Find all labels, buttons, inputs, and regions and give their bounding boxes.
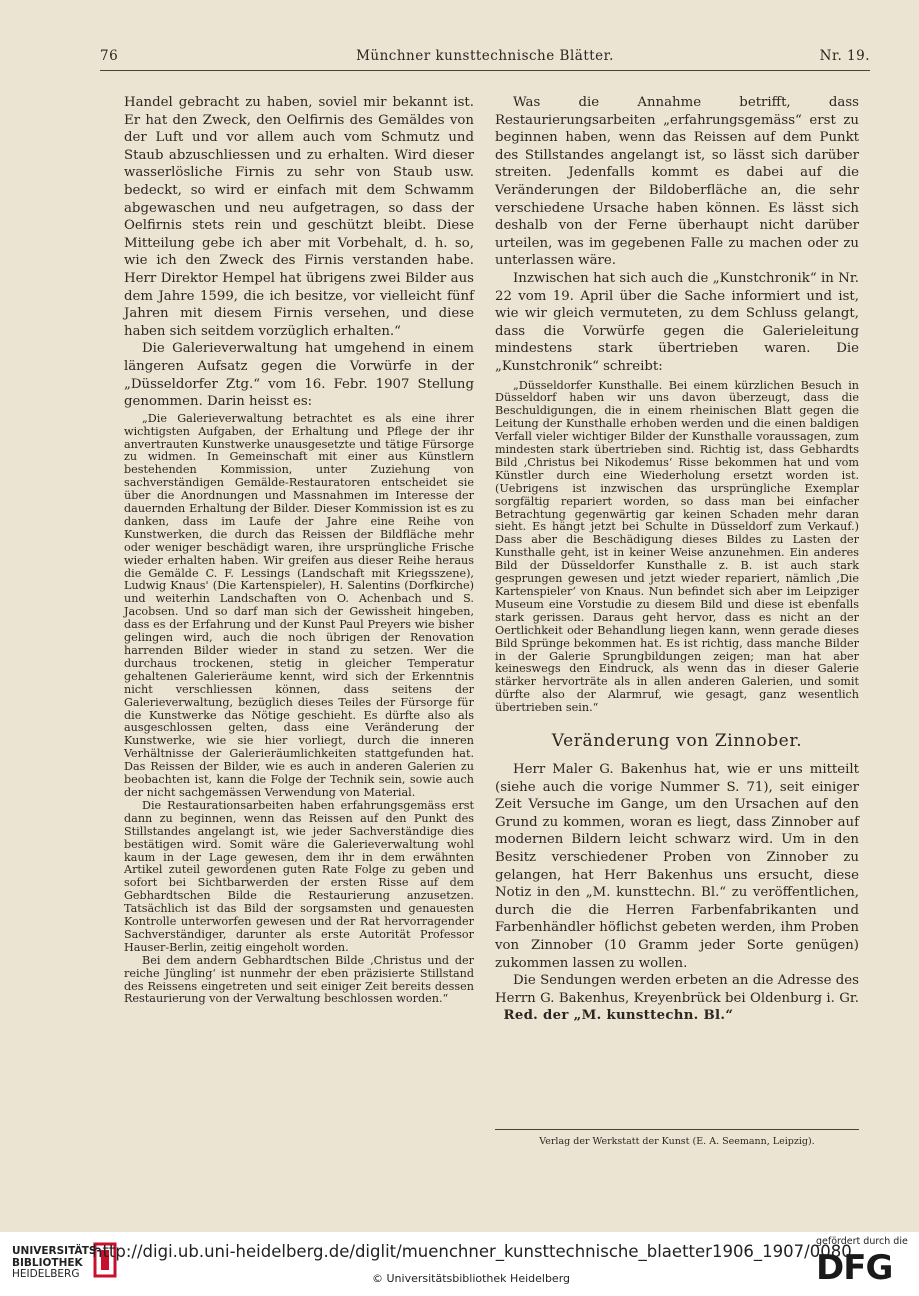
gallery-statement-quote-3: Bei dem andern Gebhardtschen Bilde ‚Christus und der reiche Jüngling‘ ist nunmehr der eben präzisierte Stillstand des Reissens eingetreten und seit einiger Zeit bereits dessen Restaurierung von der Verwaltung beschlossen worden.“ bbox=[124, 953, 474, 1006]
kunstchronik-quote: „Düsseldorfer Kunsthalle. Bei einem kürzlichen Besuch in Düsseldorf haben wir uns davon überzeugt, dass die Beschuldigungen, die in einem rheinischen Blatt gegen die Leitung der Kunsthalle erhoben werden und die einen baldigen Verfall vieler wichtiger Bilder der Kunsthalle voraussagen, zum mindesten stark übertrieben sind. Richtig ist, dass Gebhardts Bild ‚Christus bei Nikodemus‘ Risse bekommen hat und vom Künstler durch eine Wiederholung ersetzt worden ist. (Uebrigens ist inzwischen das ursprüngliche Exemplar sorgfältig repariert worden, so dass man bei einfacher Betrachtung gegenwärtig gar keinen Schaden mehr daran sieht. Es hängt jetzt bei Schulte in Düsseldorf zum Verkauf.) Dass aber die Beschädigung dieses Bildes zu Lasten der Kunsthalle geht, ist in keiner Weise anzunehmen. Ein anderes Bild der Düsseldorfer Kunsthalle z. B. ist auch stark gesprungen gewesen und jetzt wieder repariert, nämlich ‚Die Kartenspieler‘ von Knaus. Nun befindet sich aber im Leipziger Museum eine Vorstudie zu diesem Bild und diese ist ebenfalls stark gerissen. Daraus geht hervor, dass es nicht an der Oertlichkeit oder Behandlung liegen kann, wenn gerade dieses Bild Sprünge bekommen hat. Es ist richtig, dass manche Bilder in der Galerie Sprungbildungen zeigen; man hat aber keineswegs den Eindruck, als wenn das in dieser Galerie stärker hervorträte als in allen anderen Galerien, und somit dürfte also der Alarmruf, wie gesagt, ganz wesentlich übertrieben sein.“ bbox=[495, 378, 859, 715]
header-rule bbox=[100, 70, 870, 71]
right-paragraph-2: Inzwischen hat sich auch die „Kunstchronik“ in Nr. 22 vom 19. April über die Sache informiert und ist, wie wir gleich vermuteten, zu dem Schluss gelangt, dass die Vorwürfe gegen die Galerieleitung mindestens stark übertrieben waren. Die „Kunstchronik“ schreibt: bbox=[495, 270, 859, 374]
gallery-statement-quote-2: Die Restaurationsarbeiten haben erfahrungsgemäss erst dann zu beginnen, wenn das Reissen auf den Punkt des Stillstandes angelangt ist, wie jeder Sachverständige dies bestätigen wird. Somit wäre die Galerieverwaltung wohl kaum in der Lage gewesen, dem ihr in dem erwähnten Artikel zuteil gewordenen guten Rate Folge zu geben und sofort bei Sichtbarwerden der ersten Risse auf dem Gebhardtschen Bilde die Restaurierung anzusetzen. Tatsächlich ist das Bild der sorgsamsten und genauesten Kontrolle unterworfen gewesen und der Rat hervorragender Sachverständiger, darunter als erste Autorität Professor Hauser-Berlin, zeitig eingeholt worden. bbox=[124, 798, 474, 954]
running-head bbox=[100, 48, 870, 70]
page-number: 76 bbox=[100, 48, 119, 64]
library-name-line-1: UNIVERSITÄTS- bbox=[12, 1245, 101, 1257]
left-column bbox=[124, 94, 474, 1006]
issue-number: Nr. 19. bbox=[819, 48, 870, 64]
right-column bbox=[495, 94, 859, 1025]
publisher-line: Verlag der Werkstatt der Kunst (E. A. Seemann, Leipzig). bbox=[539, 1136, 815, 1147]
gallery-statement-quote-1: „Die Galerieverwaltung betrachtet es als eine ihrer wichtigsten Aufgaben, der Erhaltung und Pflege der ihr anvertrauten Kunstwerke unausgesetzte und tätige Fürsorge zu widmen. In Gemeinschaft mit einer aus Künstlern bestehenden Kommission, unter Zuziehung von sachverständigen Gemälde-Restauratoren entscheidet sie über die Anordnungen und Massnahmen im Interesse der dauernden Erhaltung der Bilder. Dieser Kommission ist es zu danken, dass im Laufe der Jahre eine Reihe von Kunstwerken, die durch das Reissen der Bildfläche mehr oder weniger beschädigt waren, ihre ursprüngliche Frische wieder erhalten haben. Wir greifen aus dieser Reihe heraus die Gemälde C. F. Lessings (Landschaft mit Kriegsszene), Ludwig Knaus' (Die Kartenspieler), H. Salentins (Dorfkirche) und weiterhin Landschaften von O. Achenbach und S. Jacobsen. Und so darf man sich der Gewissheit hingeben, dass es der Erfahrung und der Kunst Paul Preyers wie bisher gelingen wird, auch die noch übrigen der Renovation harrenden Bilder wieder in stand zu setzen. Wer die durchaus trockenen, stetig in gleicher Temperatur gehaltenen Galerieräume kennt, wird sich der Erkenntnis nicht verschliessen können, dass seitens der Galerieverwaltung, bezüglich dieses Teiles der Fürsorge für die Kunstwerke das Nötige geschieht. Es dürfte also als ausgeschlossen gelten, dass eine Veränderung der Kunstwerke, wie sie hier vorliegt, durch die inneren Verhältnisse der Galerieräumlichkeiten stattgefunden hat. Das Reissen der Bilder, wie es auch in anderen Galerien zu beobachten ist, kann die Folge der Technik sein, sowie auch der nicht sachgemässen Verwendung von Material. bbox=[124, 411, 474, 799]
funded-by-label: gefördert durch die bbox=[816, 1236, 908, 1247]
library-name bbox=[12, 1246, 101, 1281]
right-paragraph-1: Was die Annahme betrifft, dass Restaurierungsarbeiten „erfahrungsgemäss“ erst zu beginnen haben, wenn das Reissen auf dem Punkt des Stillstandes angelangt ist, so lässt sich darüber streiten. Jedenfalls kommt es dabei auf die Veränderungen der Bildoberfläche an, die sehr verschiedene Ursache haben können. Es lässt sich deshalb von der Ferne überhaupt nicht darüber urteilen, was im gegebenen Falle zu machen oder zu unterlassen wäre. bbox=[495, 95, 859, 269]
section-heading: Veränderung von Zinnober. bbox=[551, 731, 803, 752]
address-text: Die Sendungen werden erbeten an die Adresse des Herrn G. Bakenhus, Kreyenbrück bei Oldenburg i. Gr. bbox=[495, 973, 859, 1006]
right-paragraph-3: Herr Maler G. Bakenhus hat, wie er uns mitteilt (siehe auch die vorige Nummer S. 71), seit einiger Zeit Versuche im Gange, um den Ursachen auf den Grund zu kommen, woran es liegt, dass Zinnober auf modernen Bildern leicht schwarz wird. Um in den Besitz verschiedener Proben von Zinnober zu gelangen, hat Herr Bakenhus uns ersucht, diese Notiz in den „M. kunsttechn. Bl.“ zu veröffentlichen, durch die die Herren Farbenfabrikanten und Farbenhändler höflichst gebeten werden, ihm Proben von Zinnober (10 Gramm jeder Sorte genügen) zukommen lassen zu wollen. bbox=[495, 762, 859, 971]
left-paragraph-2: Die Galerieverwaltung hat umgehend in einem längeren Aufsatz gegen die Vorwürfe in der „Düsseldorfer Ztg.“ vom 16. Febr. 1907 Stellung genommen. Darin heisst es: bbox=[124, 341, 474, 410]
footer-bar bbox=[0, 1232, 919, 1296]
dfg-logo: DFG bbox=[816, 1248, 893, 1288]
left-paragraph-1: Handel gebracht zu haben, soviel mir bekannt ist. Er hat den Zweck, den Oelfirnis des Gemäldes von der Luft und vor allem auch vom Schmutz und Staub abzuschliessen und zu erhalten. Wird dieser wasserlösliche Firnis zu sehr von Staub usw. bedeckt, so wird er einfach mit dem Schwamm abgewaschen und neu aufgetragen, so dass der Oelfirnis stets rein und geschützt bleibt. Diese Mitteilung gebe ich aber mit Vorbehalt, d. h. so, wie ich den Zweck des Firnis verstanden habe. Herr Direktor Hempel hat übrigens zwei Bilder aus dem Jahre 1599, die ich besitze, vor vielleicht fünf Jahren mit diesem Firnis versehen, und diese haben sich seitdem vorzüglich erhalten.“ bbox=[124, 95, 474, 339]
journal-title: Münchner kunsttechnische Blätter. bbox=[356, 48, 614, 64]
editor-signature: Red. der „M. kunsttechn. Bl.“ bbox=[503, 1008, 734, 1024]
library-name-line-2: BIBLIOTHEK bbox=[12, 1256, 83, 1269]
publisher-rule bbox=[495, 1129, 859, 1130]
library-name-line-3: HEIDELBERG bbox=[12, 1268, 80, 1280]
permalink-url[interactable]: http://digi.ub.uni-heidelberg.de/diglit/muenchner_kunsttechnische_blaetter1906_1907/0080 bbox=[92, 1242, 852, 1261]
copyright-notice: © Universitätsbibliothek Heidelberg bbox=[372, 1272, 571, 1285]
right-paragraph-4 bbox=[495, 972, 859, 1025]
